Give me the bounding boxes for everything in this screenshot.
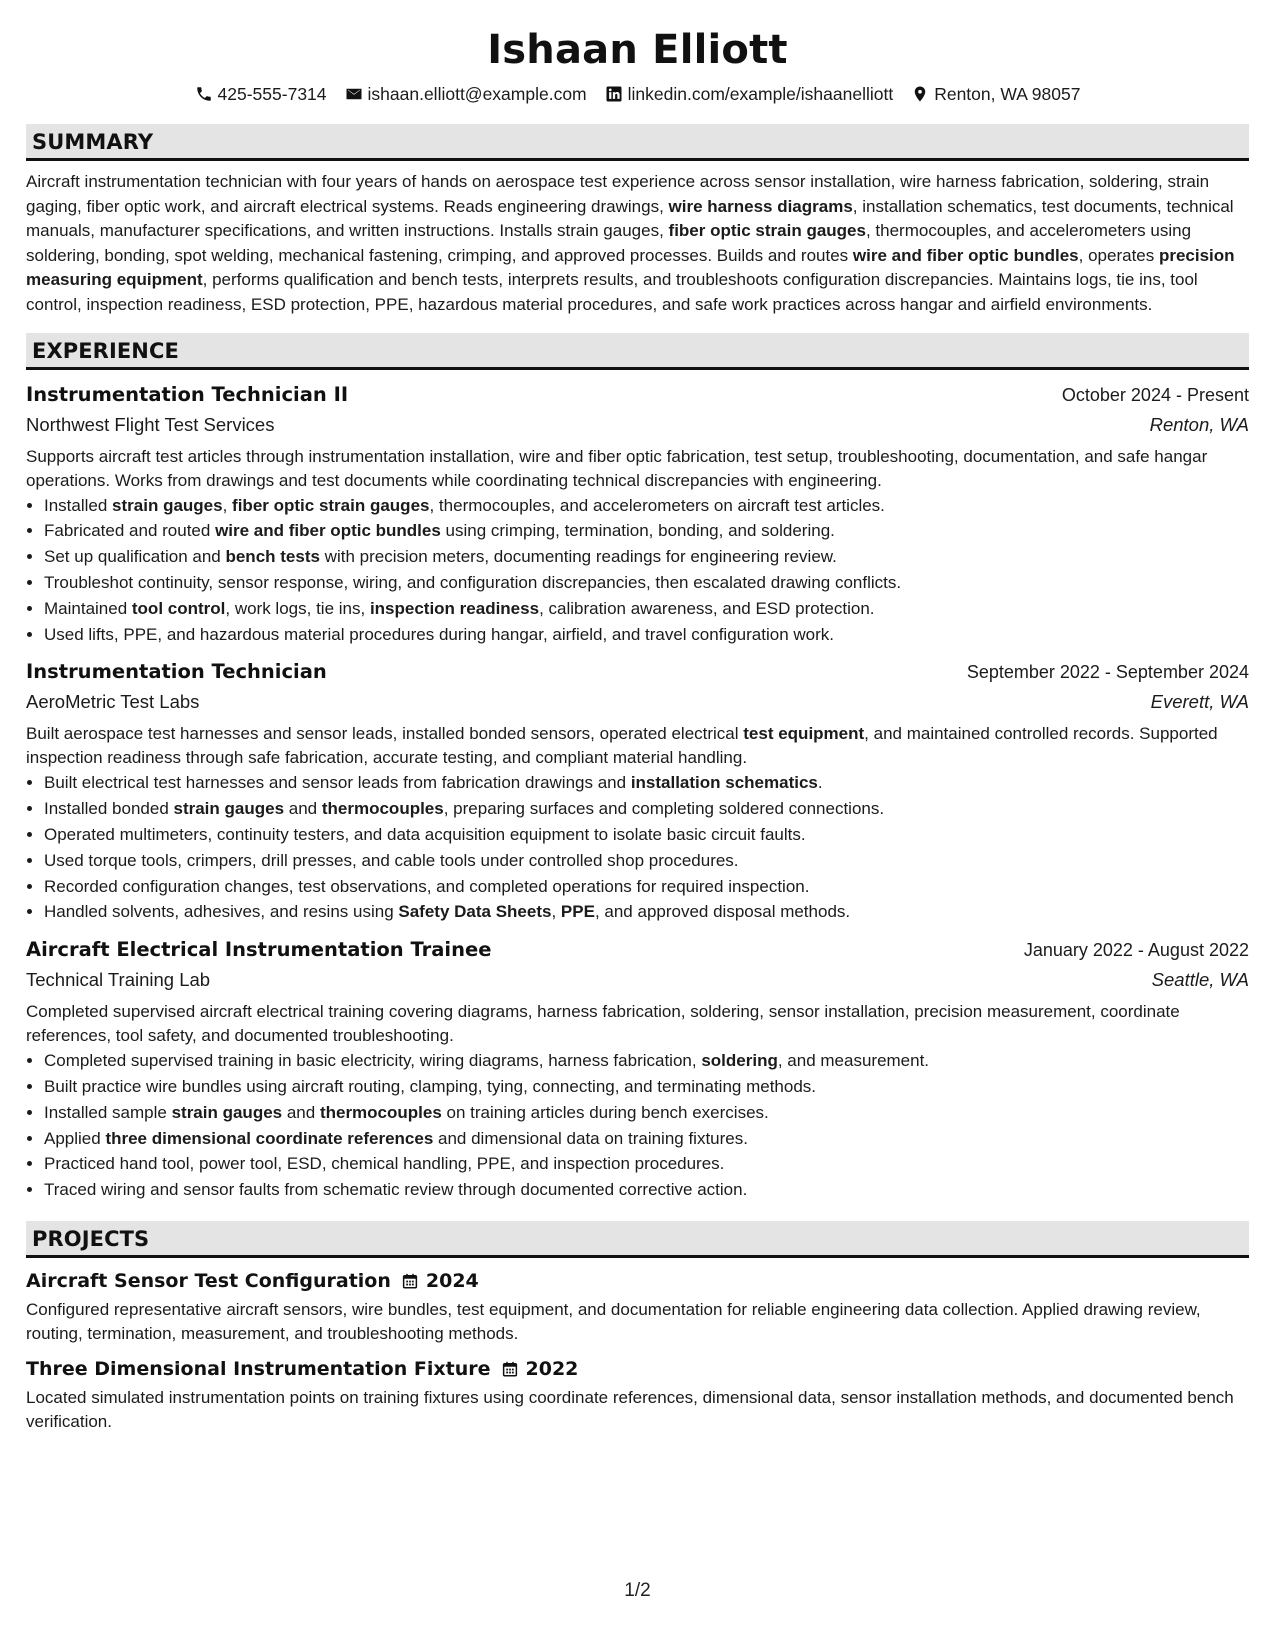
section-header-summary: SUMMARY: [26, 124, 1249, 161]
bullet-item: • Installed sample strain gauges and thermocouples on training articles during bench exercises.: [44, 1100, 1249, 1126]
job-bullets: [26, 770, 1249, 925]
bullet-item: • Used torque tools, crimpers, drill presses, and cable tools under controlled shop procedures.: [44, 848, 1249, 874]
linkedin-icon: [605, 85, 623, 103]
project-title: Aircraft Sensor Test Configuration: [26, 1269, 391, 1292]
project-entry: [26, 1266, 1249, 1346]
job-entry: [26, 380, 1249, 648]
bullet-item: • Built practice wire bundles using aircraft routing, clamping, tying, connecting, and terminating methods.: [44, 1074, 1249, 1100]
project-description: Configured representative aircraft sensors, wire bundles, test equipment, and documentation for reliable engineering data collection. Applied drawing review, routing, termination, measurement, and troubleshooting methods.: [26, 1299, 1201, 1343]
job-dates: October 2024 - Present: [1061, 384, 1249, 405]
section-header-experience: EXPERIENCE: [26, 333, 1249, 370]
resume-page: [26, 0, 1249, 1434]
job-bullets: [26, 493, 1249, 648]
bullet-item: • Applied three dimensional coordinate references and dimensional data on training fixtures.: [44, 1126, 1249, 1152]
project-entry: [26, 1354, 1249, 1434]
bullet-item: • Operated multimeters, continuity testers, and data acquisition equipment to isolate basic circuit faults.: [44, 822, 1249, 848]
bullet-item: • Installed strain gauges, fiber optic strain gauges, thermocouples, and accelerometers on aircraft test articles.: [44, 493, 1249, 519]
bullet-item: • Fabricated and routed wire and fiber optic bundles using crimping, termination, bonding, and soldering.: [44, 518, 1249, 544]
contact-location: [911, 82, 1080, 106]
job-description: Completed supervised aircraft electrical training covering diagrams, harness fabrication, soldering, sensor installation, precision measurement, coordinate references, tool safety, and documented troubleshooting.: [26, 1002, 1180, 1046]
bullet-item: • Recorded configuration changes, test observations, and completed operations for required inspection.: [44, 874, 1249, 900]
phone-text: 425-555-7314: [217, 84, 327, 104]
bullet-item: • Maintained tool control, work logs, tie ins, inspection readiness, calibration awareness, and ESD protection.: [44, 596, 1249, 622]
bullet-item: • Set up qualification and bench tests with precision meters, documenting readings for engineering review.: [44, 544, 1249, 570]
candidate-name: Ishaan Elliott: [487, 27, 788, 73]
contact-linkedin[interactable]: [605, 82, 894, 106]
job-location: Renton, WA: [1149, 413, 1249, 435]
job-company: Technical Training Lab: [26, 969, 211, 991]
bullet-item: • Traced wiring and sensor faults from schematic review through documented corrective action.: [44, 1177, 1249, 1203]
bullet-item: • Completed supervised training in basic electricity, wiring diagrams, harness fabrication, soldering, and measurement.: [44, 1048, 1249, 1074]
summary-paragraph: Aircraft instrumentation technician with four years of hands on aerospace test experience across sensor installation, wire harness fabrication, soldering, strain gaging, fiber optic work, and aircraft electrical systems. Reads engineering drawings, wire harness diagrams, installation schematics, test documents, technical manuals, manufacturer specifications, and written instructions. Installs strain gauges, fiber optic strain gauges, thermocouples, and accelerometers using soldering, bonding, spot welding, mechanical fastening, crimping, and approved processes. Builds and routes wire and fiber optic bundles, operates precision measuring equipment, performs qualification and bench tests, interprets results, and troubleshoots configuration discrepancies. Maintains logs, tie ins, tool control, inspection readiness, ESD protection, PPE, hazardous material procedures, and safe work practices across hangar and airfield environments.: [26, 172, 1235, 314]
contact-email[interactable]: [345, 82, 587, 106]
calendar-icon: [401, 1272, 419, 1290]
project-description: Located simulated instrumentation points on training fixtures using coordinate references, dimensional data, sensor installation methods, and documented bench verification.: [26, 1387, 1234, 1431]
contact-bar: [26, 82, 1249, 106]
bullet-item: • Handled solvents, adhesives, and resins using Safety Data Sheets, PPE, and approved disposal methods.: [44, 899, 1249, 925]
job-location: Everett, WA: [1150, 691, 1249, 713]
job-description: Supports aircraft test articles through instrumentation installation, wire and fiber optic fabrication, test setup, troubleshooting, documentation, and safe hangar operations. Works from drawings and test documents while coordinating technical discrepancies with engineering.: [26, 446, 1208, 490]
job-company: Northwest Flight Test Services: [26, 413, 275, 435]
location-text: Renton, WA 98057: [934, 84, 1081, 104]
bullet-item: • Troubleshot continuity, sensor response, wiring, and configuration discrepancies, then escalated drawing conflicts.: [44, 570, 1249, 596]
bullet-item: • Built electrical test harnesses and sensor leads from fabrication drawings and installation schematics.: [44, 770, 1249, 796]
project-year: 2022: [525, 1357, 579, 1380]
job-location: Seattle, WA: [1151, 969, 1249, 991]
linkedin-text: linkedin.com/example/ishaanelliott: [627, 84, 894, 104]
phone-icon: [195, 85, 213, 103]
job-dates: September 2022 - September 2024: [966, 662, 1249, 683]
project-title: Three Dimensional Instrumentation Fixture: [26, 1357, 491, 1380]
job-bullets: [26, 1048, 1249, 1203]
job-title: Aircraft Electrical Instrumentation Trainee: [26, 938, 492, 962]
job-entry: [26, 935, 1249, 1203]
bullet-item: • Installed bonded strain gauges and thermocouples, preparing surfaces and completing soldered connections.: [44, 796, 1249, 822]
job-description: Built aerospace test harnesses and sensor leads, installed bonded sensors, operated electrical test equipment, and maintained controlled records. Supported inspection readiness through safe fabrication, accurate testing, and compliant material handling.: [26, 724, 1218, 768]
job-entry: [26, 657, 1249, 925]
bullet-item: • Practiced hand tool, power tool, ESD, chemical handling, PPE, and inspection procedures.: [44, 1151, 1249, 1177]
envelope-icon: [345, 85, 363, 103]
job-dates: January 2022 - August 2022: [1023, 940, 1249, 961]
project-year: 2024: [425, 1269, 479, 1292]
map-pin-icon: [911, 85, 929, 103]
bullet-item: • Used lifts, PPE, and hazardous material procedures during hangar, airfield, and travel configuration work.: [44, 622, 1249, 648]
contact-phone[interactable]: [195, 82, 327, 106]
page-number: 1/2: [624, 1580, 651, 1601]
job-title: Instrumentation Technician: [26, 660, 327, 684]
job-title: Instrumentation Technician II: [26, 382, 349, 406]
section-header-projects: PROJECTS: [26, 1221, 1249, 1258]
email-text: ishaan.elliott@example.com: [367, 84, 587, 104]
job-company: AeroMetric Test Labs: [26, 691, 200, 713]
calendar-icon: [501, 1360, 519, 1378]
